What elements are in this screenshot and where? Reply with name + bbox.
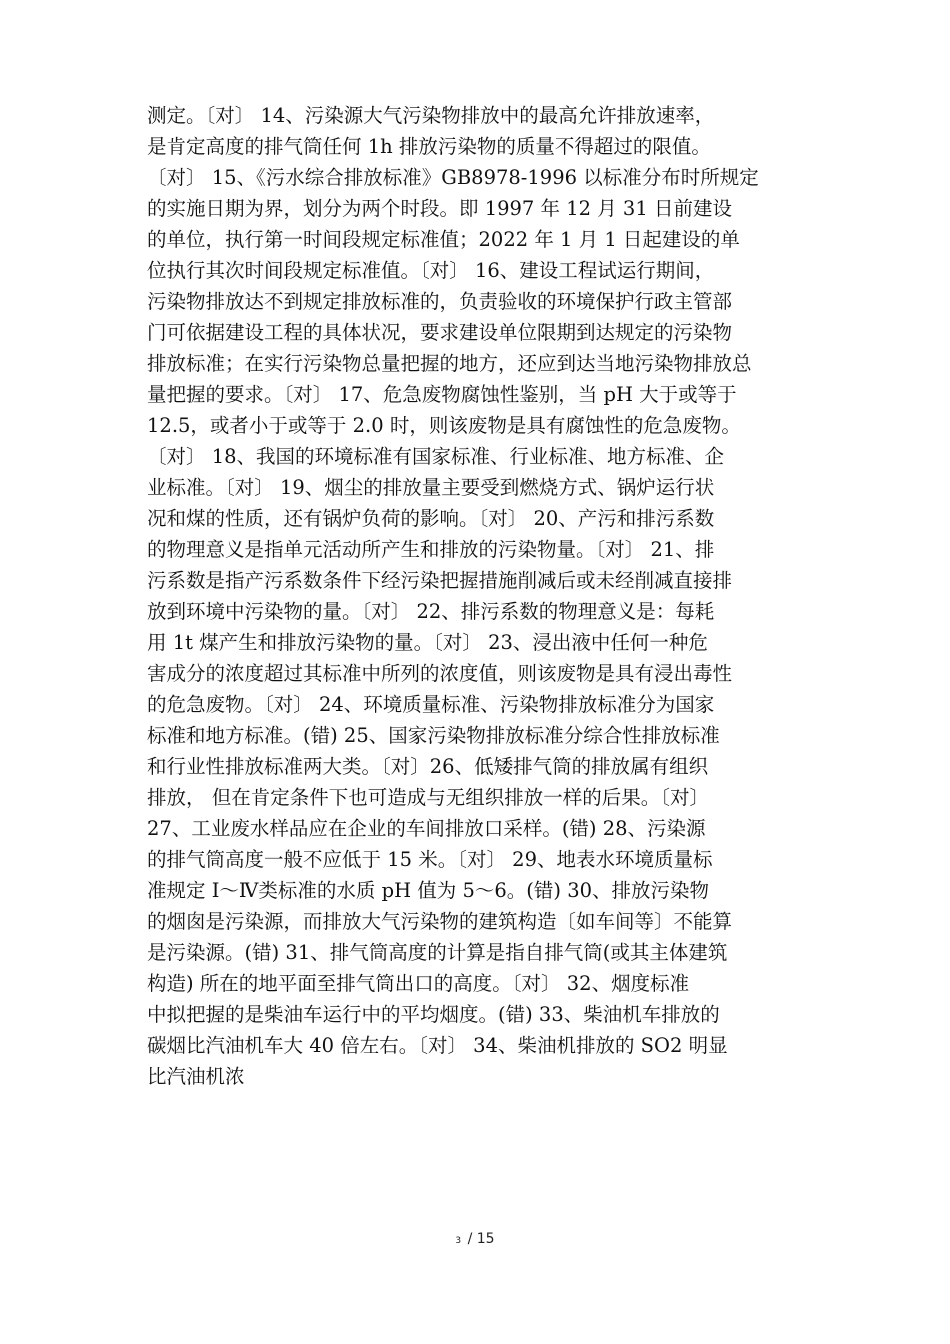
text-line: 标准和地方标准。(错) 25、国家污染物排放标准分综合性排放标准 xyxy=(147,724,720,747)
text-line: 的排气筒高度一般不应低于 15 米。〔对〕 29、地表水环境质量标 xyxy=(147,848,713,871)
text-line: 构造) 所在的地平面至排气筒出口的高度。〔对〕 32、烟度标准 xyxy=(147,972,690,995)
text-line: 放到环境中污染物的量。〔对〕 22、排污系数的物理意义是：每耗 xyxy=(147,600,715,623)
body-text xyxy=(147,100,817,1092)
page-separator: / xyxy=(463,1231,477,1247)
text-line: 准规定 Ⅰ～Ⅳ类标准的水质 pH 值为 5～6。(错) 30、排放污染物 xyxy=(147,879,710,902)
text-line: 是污染源。(错) 31、排气筒高度的计算是指自排气筒(或其主体建筑 xyxy=(147,941,728,964)
text-line: 用 1t 煤产生和排放污染物的量。〔对〕 23、浸出液中任何一种危 xyxy=(147,631,708,654)
text-line: 的物理意义是指单元活动所产生和排放的污染物量。〔对〕 21、排 xyxy=(147,538,715,561)
text-line: 排放， 但在肯定条件下也可造成与无组织排放一样的后果。〔对〕 xyxy=(147,786,709,809)
text-line: 害成分的浓度超过其标准中所列的浓度值，则该废物是具有浸出毒性 xyxy=(147,662,733,685)
text-line: 业标准。〔对〕 19、烟尘的排放量主要受到燃烧方式、锅炉运行状 xyxy=(147,476,715,499)
text-line: 27、工业废水样品应在企业的车间排放口采样。(错) 28、污染源 xyxy=(147,817,706,840)
text-line: 位执行其次时间段规定标准值。〔对〕 16、建设工程试运行期间， xyxy=(147,259,715,282)
text-line: 比汽油机浓 xyxy=(147,1065,245,1088)
text-line: 污染物排放达不到规定排放标准的，负责验收的环境保护行政主管部 xyxy=(147,290,733,313)
text-line: 和行业性排放标准两大类。〔对〕26、低矮排气筒的排放属有组织 xyxy=(147,755,709,778)
text-line: 碳烟比汽油机车大 40 倍左右。〔对〕 34、柴油机排放的 SO2 明显 xyxy=(147,1034,728,1057)
current-page-number: 3 xyxy=(455,1236,462,1246)
text-line: 的烟囱是污染源，而排放大气污染物的建筑构造〔如车间等〕不能算 xyxy=(147,910,733,933)
text-line: 况和煤的性质，还有锅炉负荷的影响。〔对〕 20、产污和排污系数 xyxy=(147,507,715,530)
text-line: 测定。〔对〕 14、污染源大气污染物排放中的最高允许排放速率， xyxy=(147,104,715,127)
text-line: 的危急废物。〔对〕 24、环境质量标准、污染物排放标准分为国家 xyxy=(147,693,715,716)
text-line: 是肯定高度的排气筒任何 1h 排放污染物的质量不得超过的限值。 xyxy=(147,135,711,158)
text-line: 〔对〕 18、我国的环境标准有国家标准、行业标准、地方标准、企 xyxy=(147,445,725,468)
text-line: 污系数是指产污系数条件下经污染把握措施削减后或未经削减直接排 xyxy=(147,569,733,592)
text-line: 排放标准；在实行污染物总量把握的地方，还应到达当地污染物排放总 xyxy=(147,352,752,375)
text-line: 量把握的要求。〔对〕 17、危急废物腐蚀性鉴别，当 pH 大于或等于 xyxy=(147,383,737,406)
text-line: 门可依据建设工程的具体状况，要求建设单位限期到达规定的污染物 xyxy=(147,321,733,344)
total-pages: 15 xyxy=(476,1231,495,1247)
text-line: 的实施日期为界，划分为两个时段。即 1997 年 12 月 31 日前建设 xyxy=(147,197,732,220)
page-number xyxy=(0,1231,950,1247)
text-line: 12.5，或者小于或等于 2.0 时，则该废物是具有腐蚀性的危急废物。 xyxy=(147,414,741,437)
text-line: 〔对〕 15、《污水综合排放标准》GB8978-1996 以标准分布时所规定 xyxy=(147,166,759,189)
text-line: 的单位，执行第一时间段规定标准值；2022 年 1 月 1 日起建设的单 xyxy=(147,228,740,251)
text-line: 中拟把握的是柴油车运行中的平均烟度。(错) 33、柴油机车排放的 xyxy=(147,1003,720,1026)
